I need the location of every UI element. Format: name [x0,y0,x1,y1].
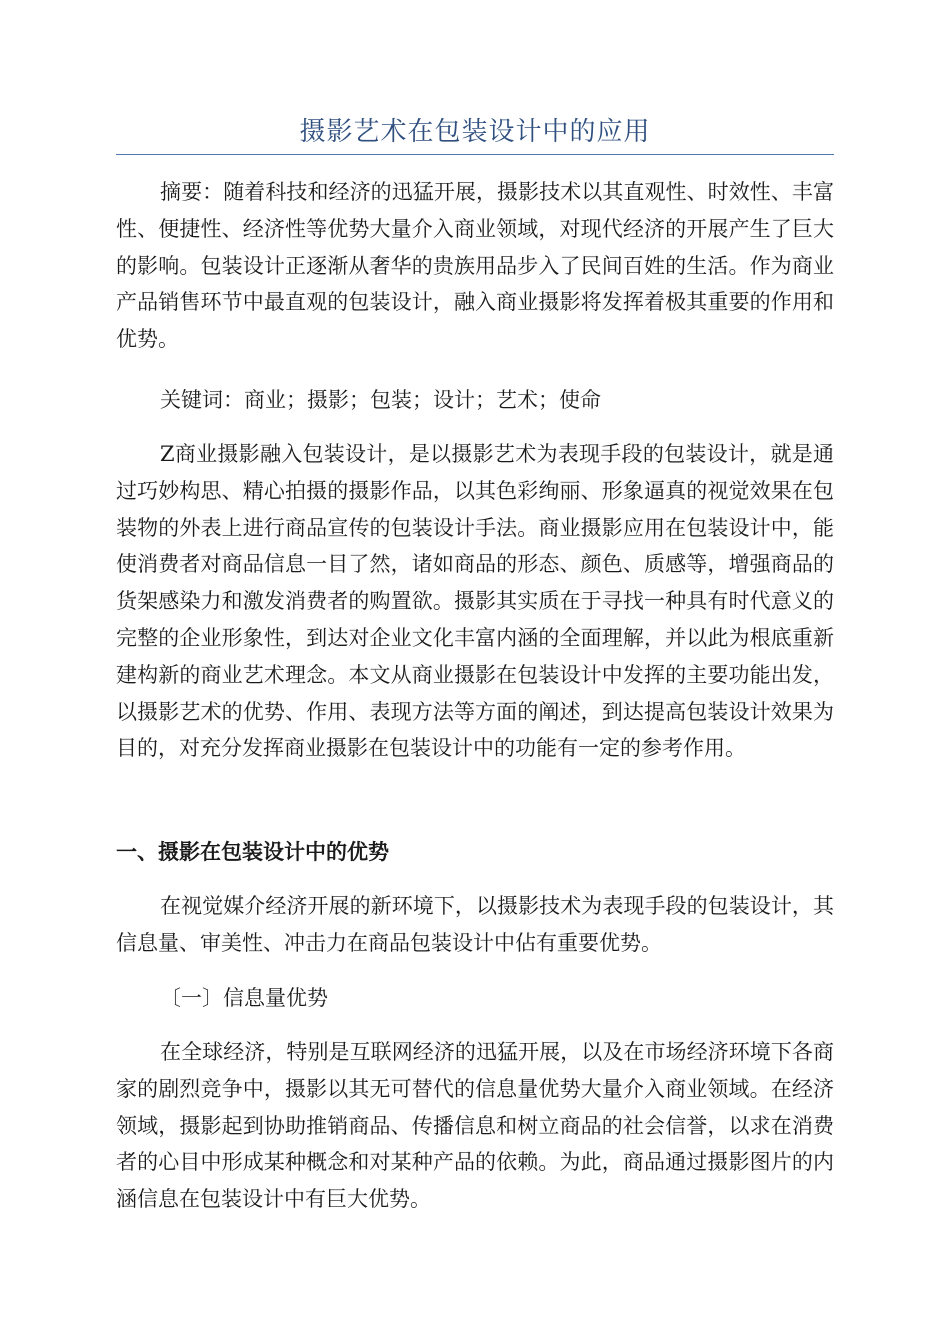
subsection-heading: 〔一〕信息量优势 [160,986,328,1010]
section-heading: 一、摄影在包装设计中的优势 [116,840,389,864]
document-title: 摄影艺术在包装设计中的应用 [299,117,651,147]
title-underline [116,154,834,155]
keywords-paragraph: 关键词：商业；摄影；包装；设计；艺术；使命 [160,388,601,412]
section-intro-paragraph: 在视觉媒介经济开展的新环境下，以摄影技术为表现手段的包装设计，其信息量、审美性、冲击力在商品包装设计中佔有重要优势。 [116,894,834,955]
intro-paragraph: Z商业摄影融入包装设计，是以摄影艺术为表现手段的包装设计，就是通过巧妙构思、精心拍摄的摄影作品，以其色彩绚丽、形象逼真的视觉效果在包装物的外表上进行商品宣传的包装设计手法。商业摄影应用在包装设计中，能使消费者对商品信息一目了然，诸如商品的形态、颜色、质感等，增强商品的货架感染力和激发消费者的购置欲。摄影其实质在于寻找一种具有时代意义的完整的企业形象性，到达对企业文化丰富内涵的全面理解，并以此为根底重新建构新的商业艺术理念。本文从商业摄影在包装设计中发挥的主要功能出发，以摄影艺术的优势、作用、表现方法等方面的阐述，到达提高包装设计效果为目的，对充分发挥商业摄影在包装设计中的功能有一定的参考作用。 [116,442,834,761]
abstract-paragraph: 摘要：随着科技和经济的迅猛开展，摄影技术以其直观性、时效性、丰富性、便捷性、经济性等优势大量介入商业领域，对现代经济的开展产生了巨大的影响。包装设计正逐渐从奢华的贵族用品步入了民间百姓的生活。作为商业产品销售环节中最直观的包装设计，融入商业摄影将发挥着极其重要的作用和优势。 [116,180,834,352]
subsection-body-paragraph: 在全球经济，特别是互联网经济的迅猛开展，以及在市场经济环境下各商家的剧烈竞争中，摄影以其无可替代的信息量优势大量介入商业领域。在经济领域，摄影起到协助推销商品、传播信息和树立商品的社会信誉，以求在消费者的心目中形成某种概念和对某种产品的依赖。为此，商品通过摄影图片的内涵信息在包装设计中有巨大优势。 [116,1040,834,1212]
